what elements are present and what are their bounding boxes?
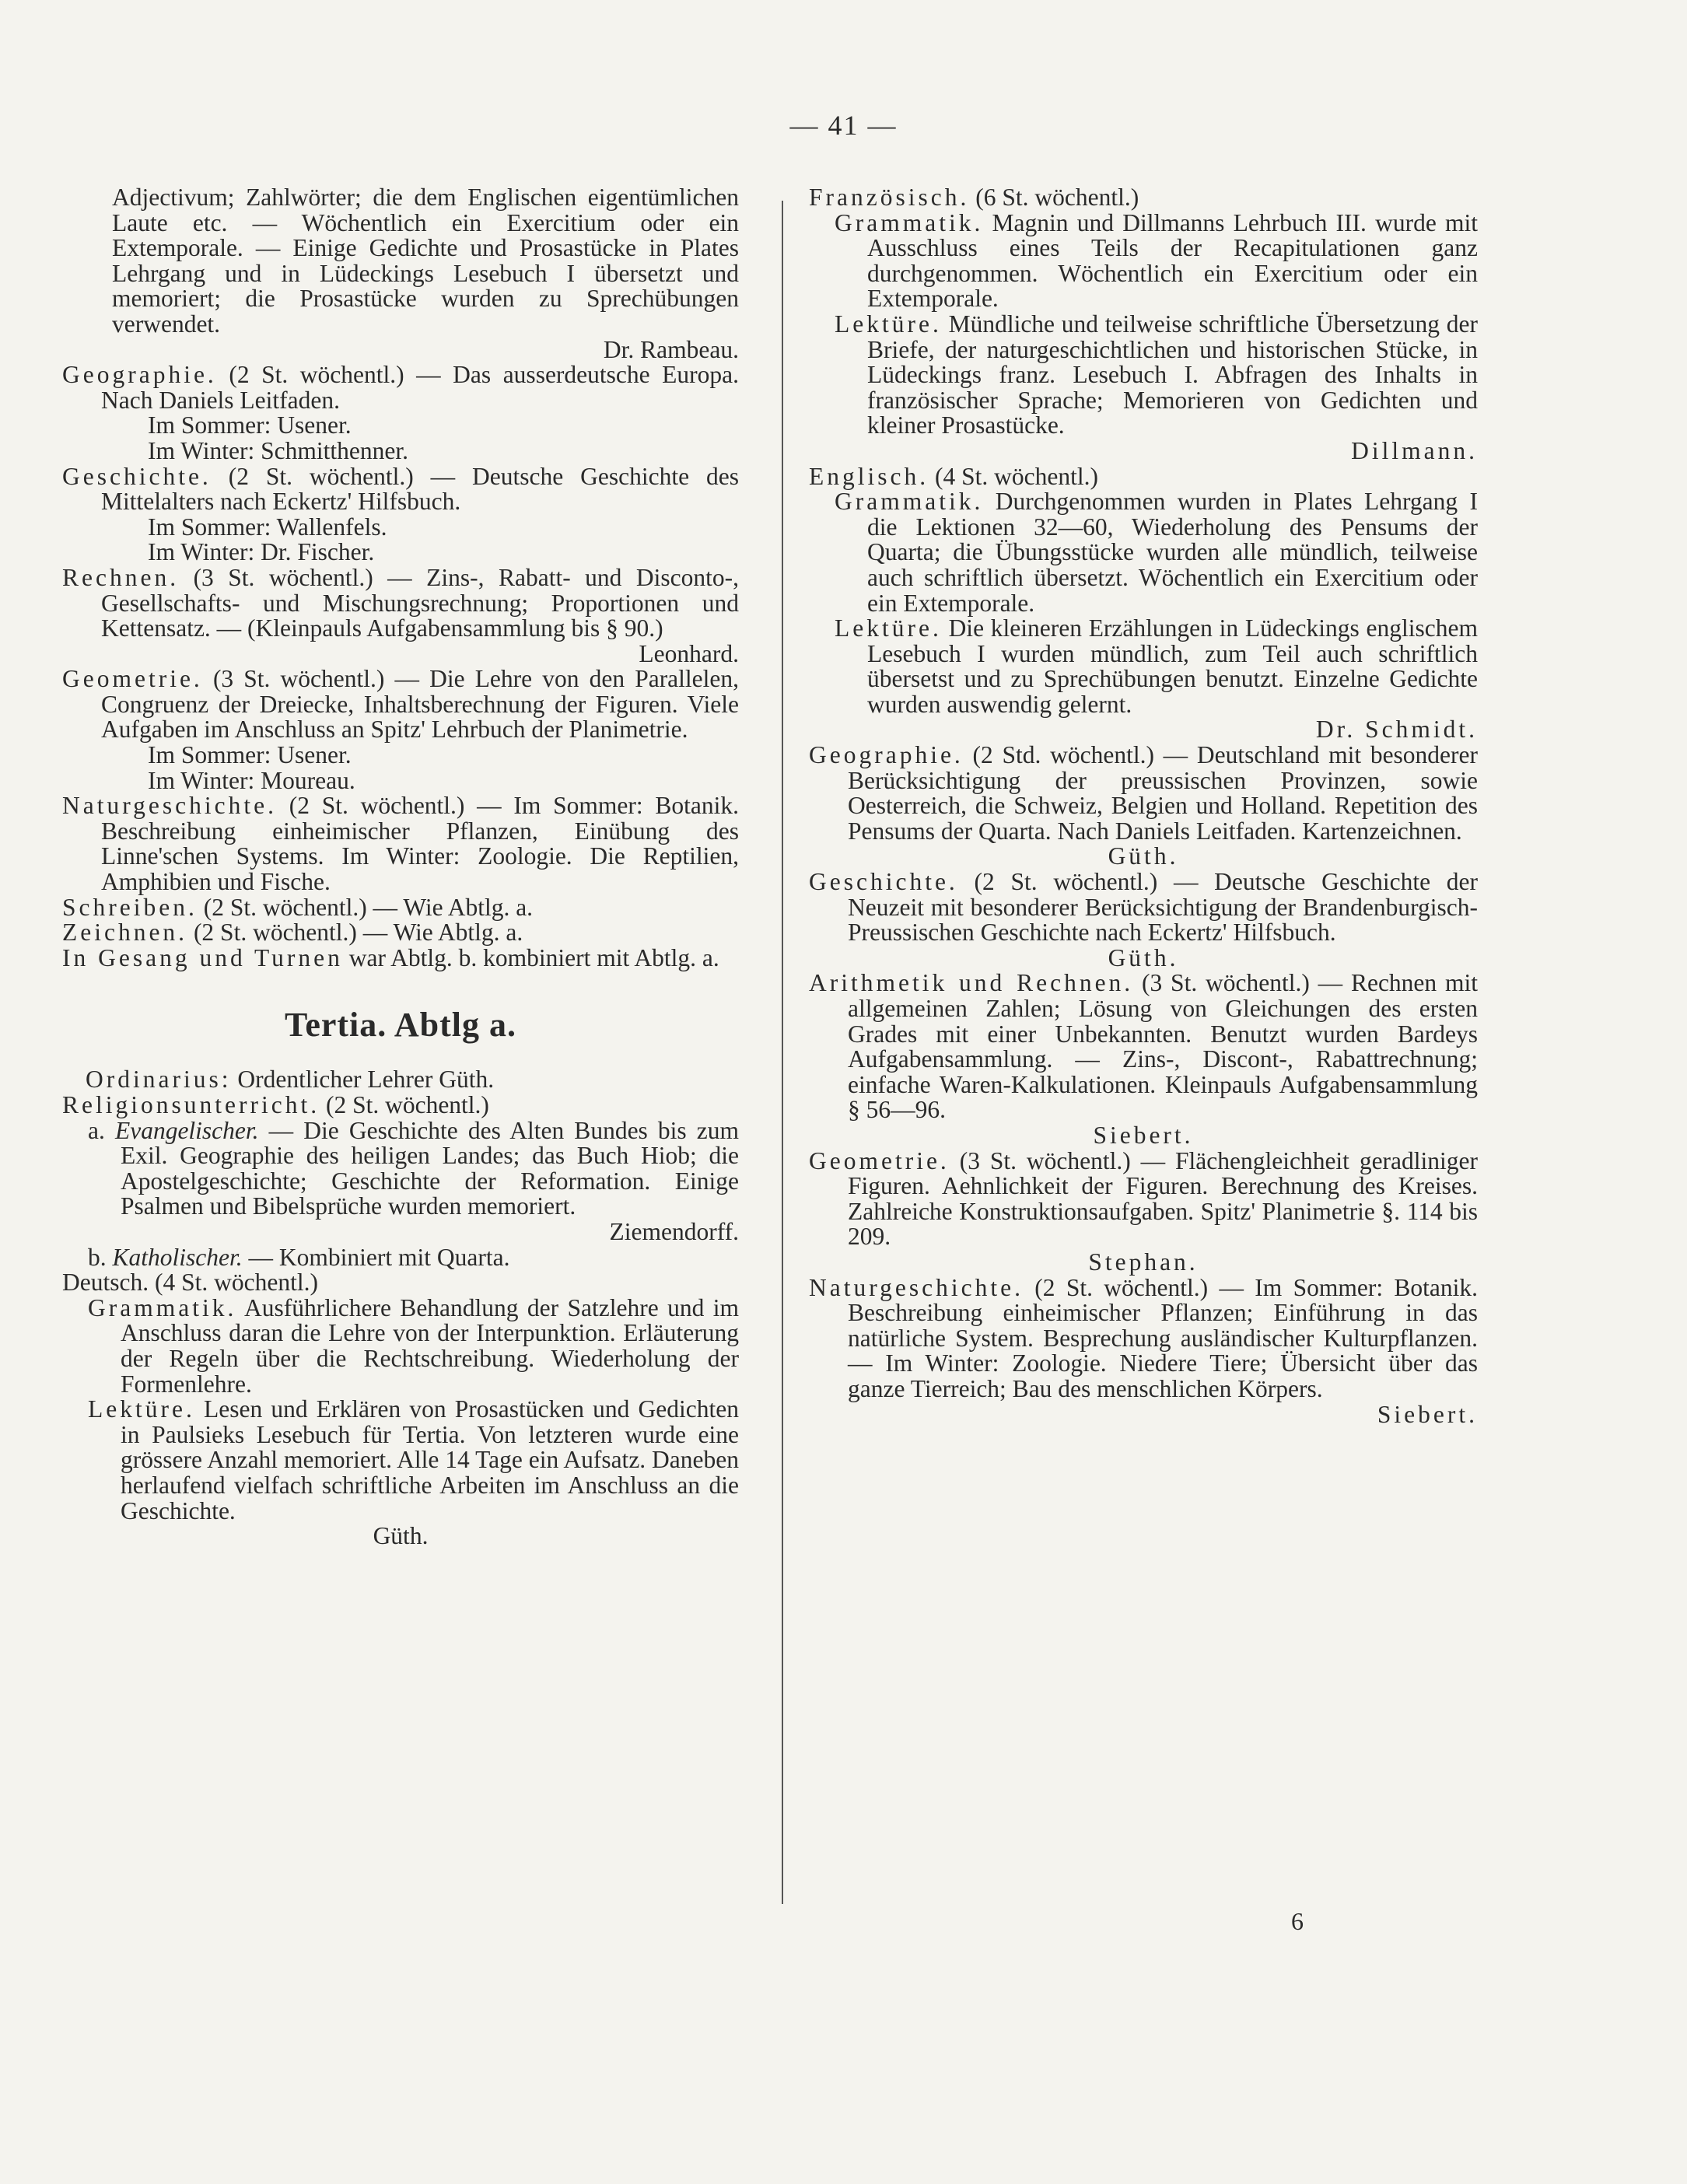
deutsch-grammatik-label: Grammatik. [88,1293,237,1321]
geschichte-right-text: (2 St. wöchentl.) — Deutsche Geschichte der Neuzeit mit besonderer Berücksichtigung der Brandenburgisch-Preussischen Geschichte nach Eckertz' Hilfsbuch. [848,868,1478,947]
englisch-lektuere-text: Die kleineren Erzählungen in Lüdeckings englischem Lesebuch I wurden mündlich, zum Teil auch schriftlich übersetst und zu Sprechübungen benutzt. Einzelne Gedichte wurden auswendig gelernt. [867,614,1478,718]
geometrie-entry [62,667,739,743]
zeichnen-label: Zeichnen. [62,919,188,947]
naturgeschichte-right-label: Naturgeschichte. [809,1273,1024,1301]
deutsch-grammatik-entry [62,1293,739,1398]
zeichnen-text: (2 St. wöchentl.) — Wie Abtlg. a. [193,919,523,947]
religion-entry [62,1093,739,1118]
religion-text: (2 St. wöchentl.) [325,1091,489,1118]
teacher-siebert-naturgeschichte: Siebert. [1377,1400,1478,1428]
right-column [809,185,1478,1427]
englisch-grammatik-label: Grammatik. [835,488,984,516]
geometrie-right-entry [809,1146,1479,1251]
deutsch-entry [62,1270,739,1296]
franzoesisch-grammatik-text: Magnin und Dillmanns Lehrbuch III. wurde mit Ausschluss eines Teils der Recapitulationen ganz durchgenommen. Wöchentlich ein Exercitium oder ein Extemporale. [867,208,1479,313]
religion-b-text: — Kombiniert mit Quarta. [248,1243,510,1271]
section-heading: Tertia. Abtlg a. [285,1006,516,1045]
geometrie-sommer: Im Sommer: Usener. [148,741,352,769]
arithmetik-text: (3 St. wöchentl.) — Rechnen mit allgemeinen Zahlen; Lösung von Gleichungen des ersten Grades mit einer Unbekannten. Benutzt wurden Bardeys Aufgabensammlung. — Zins-, Discont-, Rabattrechnung; einfache Waren-Kalkulationen. Kleinpauls Aufgabensammlung § 56—96. [848,969,1478,1124]
naturgeschichte-entry [62,793,739,894]
geschichte-text: (2 St. wöchentl.) — Deutsche Geschichte des Mittelalters nach Eckertz' Hilfsbuch. [101,462,739,516]
religion-label: Religionsunterricht. [62,1091,320,1118]
deutsch-label: Deutsch. [62,1269,149,1297]
geschichte-right-entry [809,870,1478,946]
ordinarius-text: Ordentlicher Lehrer Güth. [237,1066,495,1094]
religion-b-label: Katholischer. [112,1243,243,1271]
deutsch-lektuere-entry [62,1397,739,1524]
rechnen-label: Rechnen. [62,563,180,591]
gesang-text: war Abtlg. b. kombiniert mit Abtlg. a. [348,943,719,971]
religion-a-text: — Die Geschichte des Alten Bundes bis zum Exil. Geographie des heiligen Landes; das Buch Hiob; die Apostelgeschichte; Geschichte der Reformation. Einige Psalmen und Bibelsprüche wurden memoriert. [121,1116,740,1220]
franzoesisch-label: Französisch. [809,184,970,211]
geometrie-text: (3 St. wöchentl.) — Die Lehre von den Parallelen, Congruenz der Dreiecke, Inhaltsberechnung der Figuren. Viele Aufgaben im Anschluss an Spitz' Lehrbuch der Planimetrie. [101,665,740,744]
teacher-leonhard: Leonhard. [639,639,739,667]
column-divider [782,201,783,1904]
deutsch-text: (4 St. wöchentl.) [154,1269,318,1297]
ordinarius-label: Ordinarius: [86,1066,232,1094]
englisch-entry [809,464,1478,490]
geometrie-label: Geometrie. [62,665,203,693]
franzoesisch-text: (6 St. wöchentl.) [975,184,1139,211]
geographie-winter: Im Winter: Schmitthenner. [148,436,408,464]
franzoesisch-lektuere-label: Lektüre. [835,310,942,338]
franzoesisch-grammatik-entry [809,208,1479,313]
religion-b-mark: b. [88,1243,107,1271]
franzoesisch-entry [809,185,1478,211]
geometrie-right-label: Geometrie. [809,1146,950,1174]
geschichte-label: Geschichte. [62,462,212,490]
geographie-entry [62,362,739,413]
gesang-entry [62,943,739,971]
englisch-grammatik-entry [809,489,1478,616]
schreiben-entry [62,895,739,921]
geschichte-right-label: Geschichte. [809,868,958,896]
ordinarius-entry [62,1067,739,1093]
naturgeschichte-label: Naturgeschichte. [62,792,277,820]
naturgeschichte-text: (2 St. wöchentl.) — Im Sommer: Botanik. Beschreibung einheimischer Pflanzen, Einübung des Linne'schen Systems. Im Winter: Zoologie. Die Reptilien, Amphibien und Fische. [101,792,739,896]
geographie-right-text: (2 Std. wöchentl.) — Deutschland mit besonderer Berücksichtigung der preussischen Provinzen, sowie Oesterreich, die Schweiz, Belgien und Holland. Repetition des Pensums der Quarta. Nach Daniels Leitfaden. Kartenzeichnen. [848,741,1479,845]
teacher-stephan: Stephan. [1088,1248,1199,1276]
franzoesisch-lektuere-text: Mündliche und teilweise schriftliche Übersetzung der Briefe, der naturgeschichtlichen und historischen Stücke, in Lüdeckings franz. Lesebuch I. Abfragen des Inhalts in französischer Sprache; Memorieren von Gedichten und kleiner Prosastücke. [867,310,1478,439]
religion-b-entry [62,1245,739,1271]
teacher-schmidt: Dr. Schmidt. [1315,716,1478,744]
rechnen-entry [62,565,739,642]
teacher-gueth-deutsch: Güth. [373,1522,429,1550]
teacher-rambeau: Dr. Rambeau. [603,335,739,363]
englisch-text: (4 St. wöchentl.) [935,462,1098,490]
geschichte-sommer: Im Sommer: Wallenfels. [148,513,387,541]
arithmetik-label: Arithmetik und Rechnen. [809,969,1134,997]
schreiben-label: Schreiben. [62,893,198,921]
gesang-label: In Gesang und Turnen [62,943,343,971]
franzoesisch-grammatik-label: Grammatik. [835,208,984,236]
geometrie-winter: Im Winter: Moureau. [148,766,355,794]
religion-a-mark: a. [88,1116,105,1144]
teacher-dillmann: Dillmann. [1351,436,1478,464]
naturgeschichte-right-entry [809,1273,1479,1402]
englisch-label: Englisch. [809,462,929,490]
englisch-lektuere-entry [809,616,1478,717]
religion-a-label: Evangelischer. [114,1116,259,1144]
teacher-ziemendorff: Ziemendorff. [609,1217,739,1245]
english-continuation: Adjectivum; Zahlwörter; die dem Englischen eigentümlichen Laute etc. — Wöchentlich ein Exercitium oder ein Extemporale. — Einige Gedichte und Prosastücke in Plates Lehrgang und in Lüdeckings Lesebuch I übersetzt und memoriert; die Prosastücke wurden zu Sprechübungen verwendet. [112,184,739,338]
religion-a-entry [62,1118,739,1220]
geographie-text: (2 St. wöchentl.) — Das ausserdeutsche Europa. Nach Daniels Leitfaden. [101,361,739,414]
geschichte-entry [62,464,739,515]
geographie-right-entry [809,743,1478,844]
naturgeschichte-right-text: (2 St. wöchentl.) — Im Sommer: Botanik. Beschreibung einheimischer Pflanzen; Einführung in das natürliche System. Besprechung ausländischer Kulturpflanzen. — Im Winter: Zoologie. Niedere Tiere; Übersicht über das ganze Tierreich; Bau des menschlichen Körpers. [848,1273,1479,1402]
page-number: — 41 — [789,110,898,141]
deutsch-lektuere-label: Lektüre. [88,1395,195,1423]
teacher-gueth-geographie: Güth. [1108,842,1179,870]
geographie-label: Geographie. [62,361,217,389]
teacher-gueth-geschichte: Güth. [1108,943,1179,971]
englisch-lektuere-label: Lektüre. [835,614,942,642]
geographie-right-label: Geographie. [809,741,964,769]
deutsch-grammatik-text: Ausführlichere Behandlung der Satzlehre und im Anschluss daran die Lehre von der Interpunktion. Erläuterung der Regeln über die Rechtschreibung. Wiederholung der Formenlehre. [121,1293,739,1398]
geometrie-right-text: (3 St. wöchentl.) — Flächengleichheit geradliniger Figuren. Aehnlichkeit der Figuren. Berechnung des Kreises. Zahlreiche Konstruktionsaufgaben. Spitz' Planimetrie §. 114 bis 209. [848,1146,1479,1251]
rechnen-text: (3 St. wöchentl.) — Zins-, Rabatt- und Disconto-, Gesellschafts- und Mischungsrechnung; Proportionen und Kettensatz. — (Kleinpauls Aufgabensammlung bis § 90.) [101,563,739,642]
franzoesisch-lektuere-entry [809,312,1478,439]
zeichnen-entry [62,920,739,946]
schreiben-text: (2 St. wöchentl.) — Wie Abtlg. a. [203,893,534,921]
left-column [62,185,739,1549]
signature-mark: 6 [1291,1907,1304,1935]
deutsch-lektuere-text: Lesen und Erklären von Prosastücken und Gedichten in Paulsieks Lesebuch für Tertia. Von letzteren wurde eine grössere Anzahl memoriert. Alle 14 Tage ein Aufsatz. Daneben herlaufend vielfach schriftliche Arbeiten im Anschluss an die Geschichte. [121,1395,739,1524]
arithmetik-entry [809,971,1478,1123]
geschichte-winter: Im Winter: Dr. Fischer. [148,538,375,566]
englisch-grammatik-text: Durchgenommen wurden in Plates Lehrgang I die Lektionen 32—60, Wiederholung des Pensums der Quarta; die Übungsstücke wurden alle mündlich, teilweise auch schriftlich übersetzt. Wöchentlich ein Exercitium oder ein Extemporale. [867,488,1479,617]
teacher-siebert-arithmetik: Siebert. [1093,1121,1194,1149]
geographie-sommer: Im Sommer: Usener. [148,411,352,439]
